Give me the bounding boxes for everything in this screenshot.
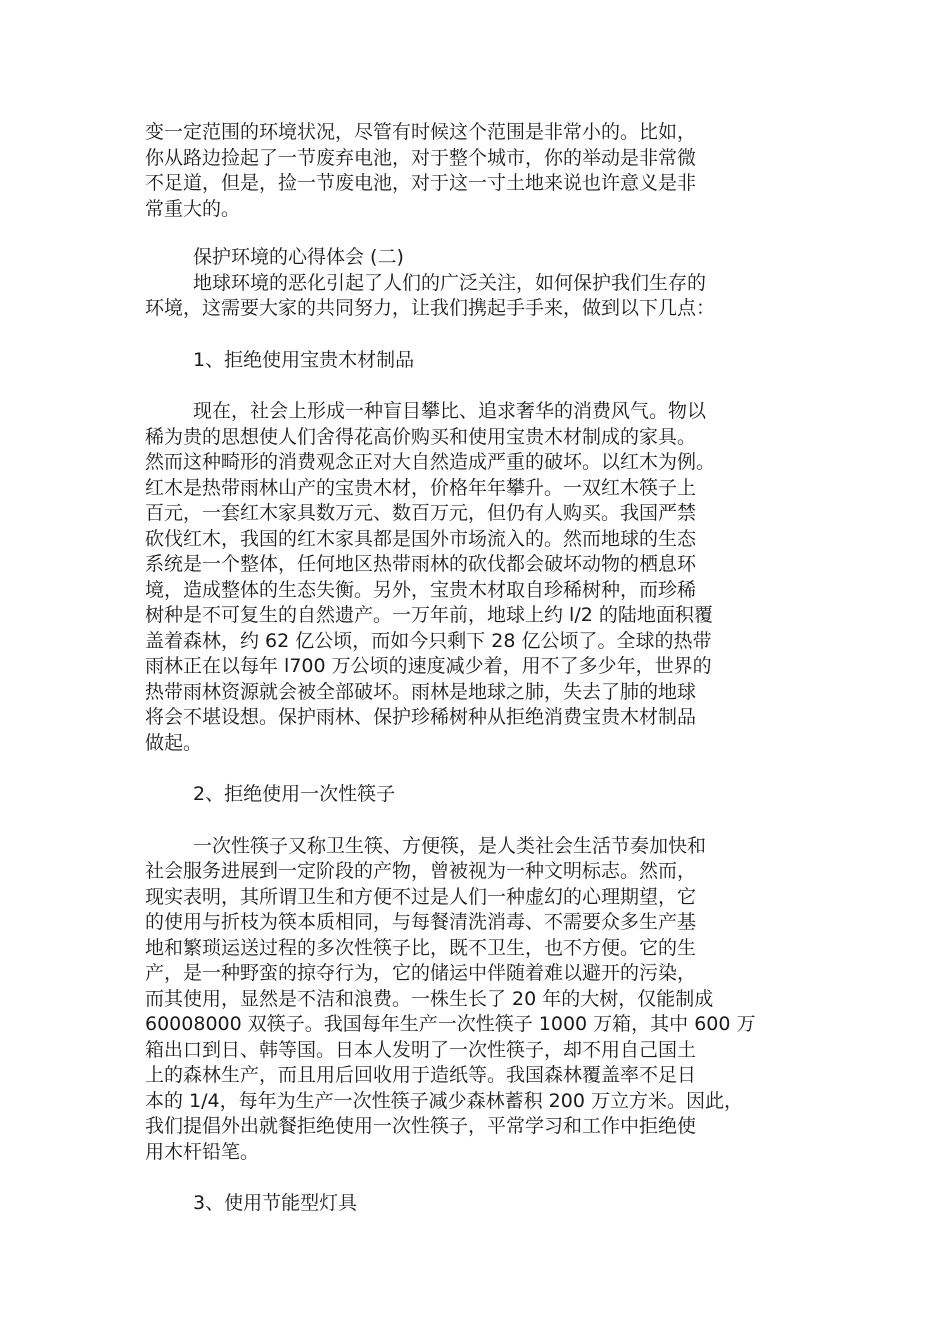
text-line: 本的 1/4，每年为生产一次性筷子减少森林蓄积 200 万立方米。因此，: [145, 1089, 743, 1112]
text-line: 热带雨林资源就会被全部破坏。雨林是地球之肺，失去了肺的地球: [145, 680, 697, 703]
opening-paragraph: [145, 271, 817, 322]
text-line: 用木杆铅笔。: [145, 1140, 260, 1163]
point-2-heading: 2、拒绝使用一次性筷子: [193, 783, 396, 805]
spacer: [145, 373, 817, 399]
text-line: 稀为贵的思想使人们舍得花高价购买和使用宝贵木材制成的家具。: [145, 425, 697, 448]
spacer: [145, 756, 817, 782]
text-line: 你从路边捡起了一节废弃电池，对于整个城市，你的举动是非常微: [145, 146, 697, 169]
text-line: 社会服务进展到一定阶段的产物，曾被视为一种文明标志。然而，: [145, 860, 697, 882]
text-line: 常重大的。: [145, 197, 241, 220]
point-2-paragraph: [145, 834, 817, 1166]
text-line: 盖着森林，约 62 亿公顷，而如今只剩下 28 亿公顷了。全球的热带: [145, 629, 712, 652]
text-line: 我们提倡外出就餐拒绝使用一次性筷子，平常学习和工作中拒绝使: [145, 1115, 697, 1137]
text-line: 将会不堪设想。保护雨林、保护珍稀树种从拒绝消费宝贵木材制品: [145, 706, 697, 728]
text-line: 现在，社会上形成一种盲目攀比、追求奢华的消费风气。物以: [193, 400, 707, 422]
text-line: 境，造成整体的生态失衡。另外，宝贵木材取自珍稀树种，而珍稀: [145, 578, 697, 601]
spacer: [145, 222, 817, 245]
text-line: 做起。: [145, 731, 203, 754]
text-line: 箱出口到日、韩等国。日本人发明了一次性筷子，却不用自己国土: [145, 1038, 697, 1061]
text-line: 红木是热带雨林山产的宝贵木材，价格年年攀升。一双红木筷子上: [145, 476, 697, 499]
text-line: 上的森林生产，而且用后回收用于造纸等。我国森林覆盖率不足日: [145, 1064, 697, 1086]
text-line: 一次性筷子又称卫生筷、方便筷，是人类社会生活节奏加快和: [193, 834, 707, 857]
text-line: 系统是一个整体，任何地区热带雨林的砍伐都会破坏动物的栖息环: [145, 553, 697, 575]
text-line: 雨林正在以每年 l700 万公顷的速度减少着，用不了多少年，世界的: [145, 655, 712, 677]
text-line: 地球环境的恶化引起了人们的广泛关注，如何保护我们生存的: [193, 271, 707, 294]
text-line: 60008000 双筷子。我国每年生产一次性筷子 1000 万箱，其中 600 万: [145, 1013, 756, 1035]
text-line: 而其使用，显然是不洁和浪费。一株生长了 20 年的大树，仅能制成: [145, 987, 714, 1010]
point-1-heading: 1、拒绝使用宝贵木材制品: [193, 348, 415, 371]
text-line: 百元，一套红木家具数万元、数百万元，但仍有人购买。我国严禁: [145, 502, 697, 524]
text-line: 产，是一种野蛮的掠夺行为，它的储运中伴随着难以避开的污染，: [145, 962, 697, 984]
point-1-paragraph: [145, 399, 817, 756]
text-line: 的使用与折枝为筷本质相同，与每餐清洗消毒、不需要众多生产基: [145, 911, 697, 933]
text-line: 不足道，但是，捡一节废电池，对于这一寸土地来说也许意义是非: [145, 172, 697, 194]
intro-paragraph: [145, 120, 817, 222]
text-line: 树种是不可复生的自然遗产。一万年前，地球上约 l/2 的陆地面积覆: [145, 604, 713, 626]
text-line: 地和繁琐运送过程的多次性筷子比，既不卫生，也不方便。它的生: [145, 936, 697, 959]
spacer: [145, 808, 817, 834]
section-title: 保护环境的心得体会 (二): [193, 246, 404, 268]
point-3-heading: 3、使用节能型灯具: [193, 1192, 358, 1214]
text-line: 现实表明，其所谓卫生和方便不过是人们一种虚幻的心理期望，它: [145, 885, 697, 908]
document-body: [145, 120, 817, 1217]
text-line: 变一定范围的环境状况，尽管有时候这个范围是非常小的。比如，: [145, 121, 697, 143]
text-line: 然而这种畸形的消费观念正对大自然造成严重的破坏。以红木为例。: [145, 451, 716, 473]
spacer: [145, 1165, 817, 1191]
text-line: 砍伐红木，我国的红木家具都是国外市场流入的。然而地球的生态: [145, 527, 697, 550]
text-line: 环境，这需要大家的共同努力，让我们携起手手来，做到以下几点：: [145, 297, 716, 319]
spacer: [145, 322, 817, 348]
